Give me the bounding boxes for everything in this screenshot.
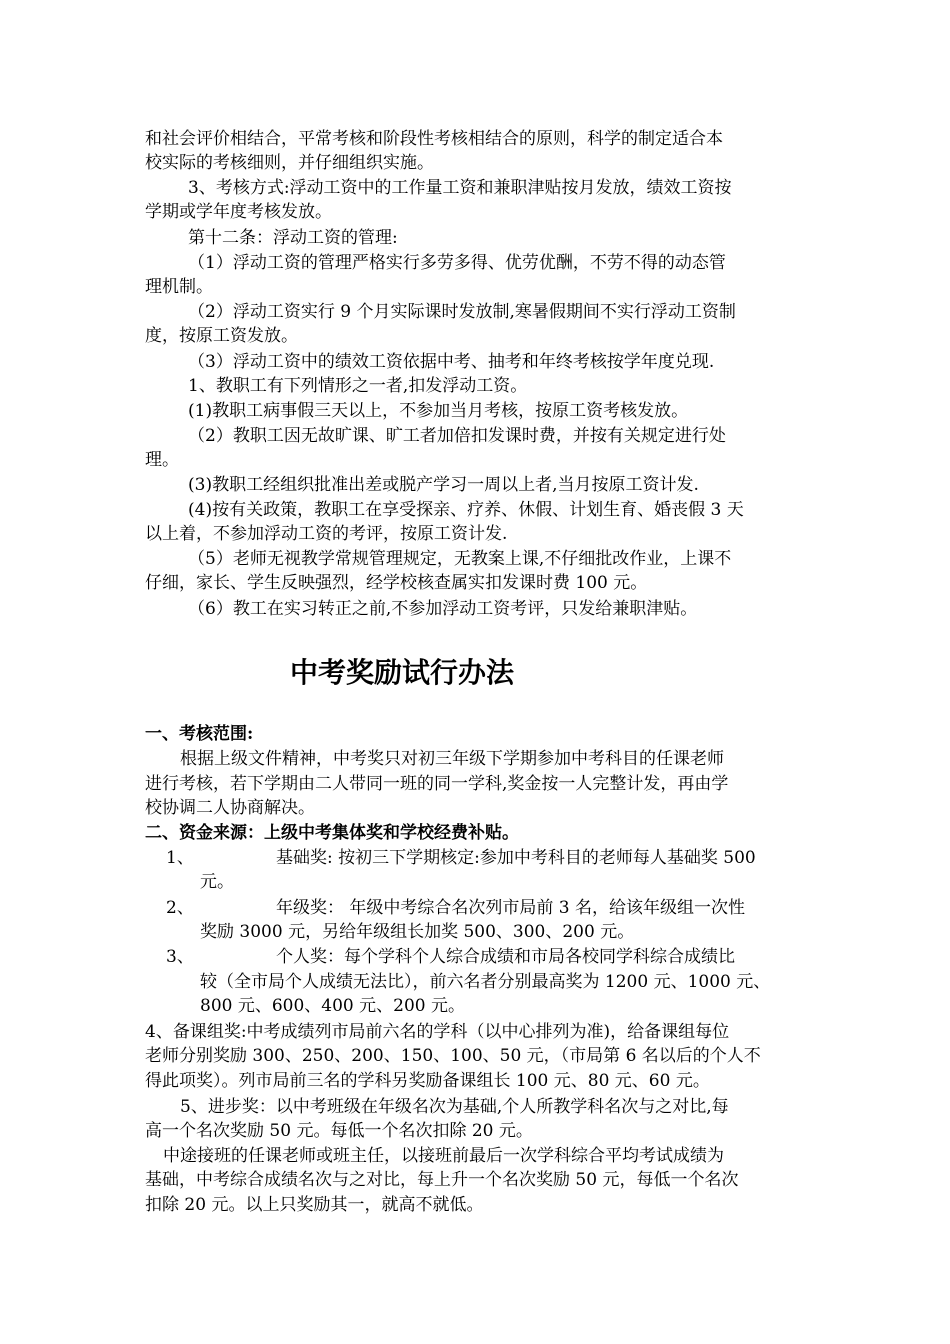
text-line: 校协调二人协商解决。 [145,798,315,818]
text-line: 1、教职工有下列情形之一者,扣发浮动工资。 [188,376,528,396]
text-line: 仔细，家长、学生反映强烈，经学校核查属实扣发课时费 100 元。 [145,573,648,593]
text-line: 奖励 3000 元，另给年级组长加奖 500、300、200 元。 [200,922,635,942]
text-line: （3）浮动工资中的绩效工资依据中考、抽考和年终考核按学年度兑现. [188,352,715,372]
text-line: 扣除 20 元。以上只奖励其一，就高不就低。 [145,1195,484,1215]
text-line: 个人奖：每个学科个人综合成绩和市局各校同学科综合成绩比 [276,947,735,967]
text-line: 基础奖: 按初三下学期核定:参加中考科目的老师每人基础奖 500 [276,848,756,868]
text-line: 3、考核方式:浮动工资中的工作量工资和兼职津贴按月发放，绩效工资按 [188,178,732,198]
text-line: 年级奖： 年级中考综合名次列市局前 3 名，给该年级组一次性 [276,898,746,918]
text-line: 根据上级文件精神，中考奖只对初三年级下学期参加中考科目的任课老师 [180,749,724,769]
text-line: 度，按原工资发放。 [145,326,298,346]
text-line: 和社会评价相结合，平常考核和阶段性考核相结合的原则，科学的制定适合本 [145,129,723,149]
section-heading: 二、资金来源：上级中考集体奖和学校经费补贴。 [145,823,519,843]
text-line: （1）浮动工资的管理严格实行多劳多得、优劳优酬，不劳不得的动态管 [188,253,726,273]
text-line: 以上着，不参加浮动工资的考评，按原工资计发. [145,524,508,544]
text-line: 理。 [145,450,179,470]
text-line: 元。 [200,872,234,892]
text-line: 高一个名次奖励 50 元。每低一个名次扣除 20 元。 [145,1121,533,1141]
section-heading: 一、考核范围: [145,724,254,744]
text-line: （6）教工在实习转正之前,不参加浮动工资考评，只发给兼职津贴。 [188,599,698,619]
text-line: 进行考核，若下学期由二人带同一班的同一学科,奖金按一人完整计发，再由学 [145,774,729,794]
list-number: 1、 [166,848,194,868]
text-line: 4、备课组奖:中考成绩列市局前六名的学科（以中心排列为准)，给备课组每位 [145,1022,730,1042]
text-line: 校实际的考核细则，并仔细组织实施。 [145,153,434,173]
text-line: (4)按有关政策，教职工在享受探亲、疗养、休假、计划生育、婚丧假 3 天 [188,500,744,520]
text-line: 较（全市局个人成绩无法比），前六名者分别最高奖为 1200 元、1000 元、 [200,972,771,992]
text-line: 800 元、600、400 元、200 元。 [200,996,466,1016]
text-line: 基础，中考综合成绩名次与之对比，每上升一个名次奖励 50 元，每低一个名次 [145,1170,739,1190]
text-line: 5、进步奖：以中考班级在年级名次为基础,个人所教学科名次与之对比,每 [180,1097,729,1117]
text-line: （5）老师无视教学常规管理规定，无教案上课,不仔细批改作业，上课不 [188,549,732,569]
text-line: 学期或学年度考核发放。 [145,202,332,222]
text-line: (1)教职工病事假三天以上，不参加当月考核，按原工资考核发放。 [188,401,689,421]
text-line: (3)教职工经组织批准出差或脱产学习一周以上者,当月按原工资计发. [188,475,699,495]
list-number: 3、 [166,947,194,967]
text-line: （2）教职工因无故旷课、旷工者加倍扣发课时费，并按有关规定进行处 [188,426,726,446]
text-line: 得此项奖）。列市局前三名的学科另奖励备课组长 100 元、80 元、60 元。 [145,1071,710,1091]
section-heading: 第十二条：浮动工资的管理: [188,228,398,248]
text-line: 理机制。 [145,277,213,297]
text-line: （2）浮动工资实行 9 个月实际课时发放制,寒暑假期间不实行浮动工资制 [188,302,736,322]
text-line: 中途接班的任课老师或班主任，以接班前最后一次学科综合平均考试成绩为 [163,1146,724,1166]
list-number: 2、 [166,898,194,918]
page-title: 中考奖励试行办法 [290,656,515,689]
text-line: 老师分别奖励 300、250、200、150、100、50 元，（市局第 6 名以后的个人不 [145,1046,761,1066]
